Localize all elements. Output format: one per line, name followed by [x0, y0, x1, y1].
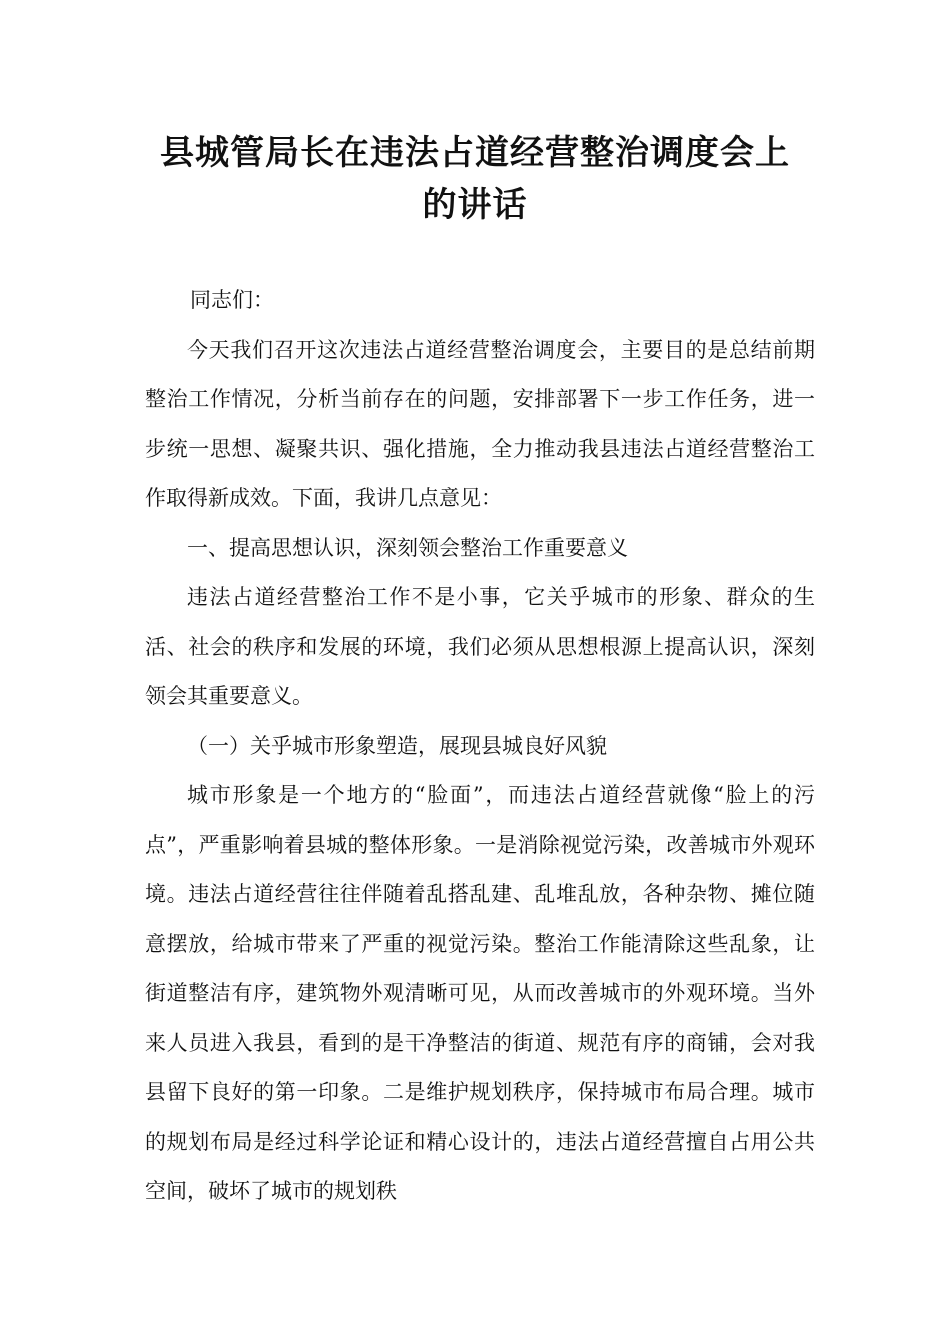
document-body: [145, 276, 815, 1217]
section-heading-1: 一、提高思想认识，深刻领会整治工作重要意义: [187, 535, 628, 560]
paragraph-intro: 今天我们召开这次违法占道经营整治调度会，主要目的是总结前期整治工作情况，分析当前存在的问题，安排部署下一步工作任务，进一步统一思想、凝聚共识、强化措施，全力推动我县违法占道经营整治工作取得新成效。下面，我讲几点意见：: [145, 337, 815, 510]
subsection-heading-1: （一）关乎城市形象塑造，展现县城良好风貌: [187, 733, 607, 758]
paragraph-subsection-1: 城市形象是一个地方的“脸面”，而违法占道经营就像“脸上的污点”，严重影响着县城的整体形象。一是消除视觉污染，改善城市外观环境。违法占道经营往往伴随着乱搭乱建、乱堆乱放，各种杂物、摊位随意摆放，给城市带来了严重的视觉污染。整治工作能清除这些乱象，让街道整洁有序，建筑物外观清晰可见，从而改善城市的外观环境。当外来人员进入我县，看到的是干净整洁的街道、规范有序的商铺，会对我县留下良好的第一印象。二是维护规划秩序，保持城市布局合理。城市的规划布局是经过科学论证和精心设计的，违法占道经营擅自占用公共空间，破坏了城市的规划秩: [145, 783, 815, 1203]
title-line-1: 县城管局长在违法占道经营整治调度会上: [160, 133, 790, 173]
document-title: [130, 127, 820, 231]
title-line-2: 的讲话: [422, 185, 528, 225]
salutation: 同志们：: [190, 288, 274, 312]
paragraph-section-1: 违法占道经营整治工作不是小事，它关乎城市的形象、群众的生活、社会的秩序和发展的环境，我们必须从思想根源上提高认识，深刻领会其重要意义。: [145, 585, 815, 708]
